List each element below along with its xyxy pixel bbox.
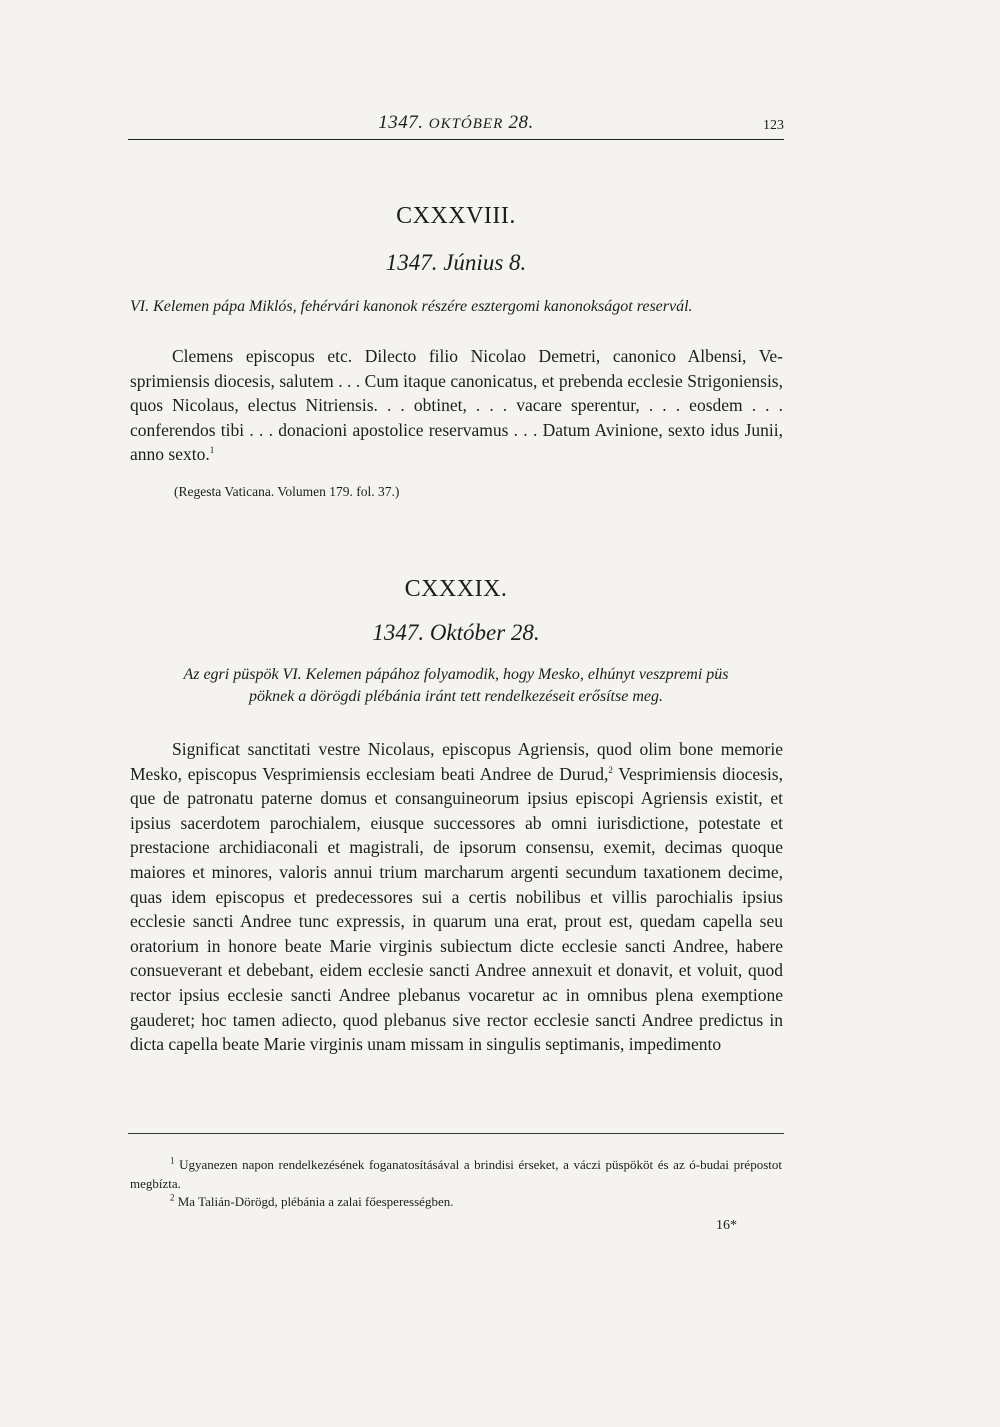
footnotes [130, 1156, 782, 1212]
page-number: 123 [763, 118, 784, 133]
footnote-2-text: Ma Talián-Dörögd, plébánia a zalai főesperességben. [174, 1194, 454, 1209]
header-month: OKTÓBER [428, 116, 504, 132]
doc1-text [130, 344, 783, 467]
header-rule [128, 139, 784, 140]
header-day: 28. [508, 112, 534, 133]
doc1-date: 1347. Június 8. [385, 250, 527, 275]
signature-mark: 16* [716, 1218, 737, 1233]
doc1-source: (Regesta Vaticana. Volumen 179. fol. 37.) [174, 484, 400, 499]
doc2-text-part1: Significat sanctitati vestre Nicolaus, episcopus Agriensis, quod olim bone memorie Mesko, episcopus Vesprimiensis ecclesiam beati Andree de Durud, [130, 739, 783, 784]
footnote-2-mark: 2 [170, 1192, 175, 1203]
footnote-rule [128, 1133, 784, 1134]
footnote-ref-1: 1 [209, 445, 215, 456]
doc2-regest [130, 664, 782, 708]
doc2-text [130, 737, 783, 1057]
doc2-regest-line1: Az egri püspök VI. Kelemen pápához folyamodik, hogy Mesko, elhúnyt veszpremi püs [183, 666, 729, 683]
doc2-date: 1347. Október 28. [372, 620, 540, 645]
doc2-regest-line2: pöknek a dörögdi plébánia iránt tett rendelkezéseit erősítse meg. [249, 688, 663, 705]
doc1-text-body: Clemens episcopus etc. Dilecto filio Nicolao Demetri, canonico Albensi, Vesprimiensis diocesis, salutem . . . Cum itaque canonicatus, et prebenda ecclesie Strigoniensis, quos Nicolaus, electus Nitriensis. . . obtinet, . . . vacare sperentur, . . . eosdem . . . conferendos tibi . . . donacioni apostolice reservamus . . . Datum Avinione, sexto idus Junii, anno sexto. [130, 346, 783, 465]
header-year: 1347. [378, 112, 424, 133]
running-title [128, 112, 784, 134]
doc1-regest: VI. Kelemen pápa Miklós, fehérvári kanonok részére esztergomi kanonokságot reservál. [130, 298, 693, 315]
footnote-1-text: Ugyanezen napon rendelkezésének foganatosításával a brindisi érseket, a váczi püspököt és az ó-budai prépostot megbízta. [130, 1157, 782, 1191]
doc2-text-part2: Vesprimiensis diocesis, que de patronatu paterne domus et consanguineorum ipsius episcopi Agriensis existit, et ipsius sacerdotem parochialem, eiusque successores ab omni iurisdictione, potestate et prestacione archidiaconali et magistrali, de ipsorum consensu, exemit, decimas quoque maiores et minores, valoris annui trium marcharum argenti secundum taxationem decime, quas idem episcopus et predecessores sui a certis nobilibus et villis parochialis ipsius ecclesie sancti Andree tunc expressis, in quarum una erat, prout est, quedam capella seu oratorium in honore beate Marie virginis subiectum dicte ecclesie sancti Andree, habere consueverant et debebant, eidem ecclesie sancti Andree annexuit et donavit, et voluit, quod rector ipsius ecclesie sancti Andree plebanus vocaretur ac in omnibus plena exemptione gauderet; hoc tamen adiecto, quod plebanus sive rector ecclesie sancti Andree predictus in dicta capella beate Marie virginis unam missam in singulis septimanis, impedimento [130, 763, 783, 1055]
footnote-ref-2: 2 [608, 764, 613, 775]
doc1-number: CXXXVIII. [396, 203, 516, 229]
footnote-1 [130, 1156, 782, 1193]
footnote-1-mark: 1 [170, 1155, 175, 1166]
footnote-2 [130, 1193, 782, 1212]
running-header [128, 112, 784, 140]
doc2-number: CXXXIX. [404, 576, 508, 602]
